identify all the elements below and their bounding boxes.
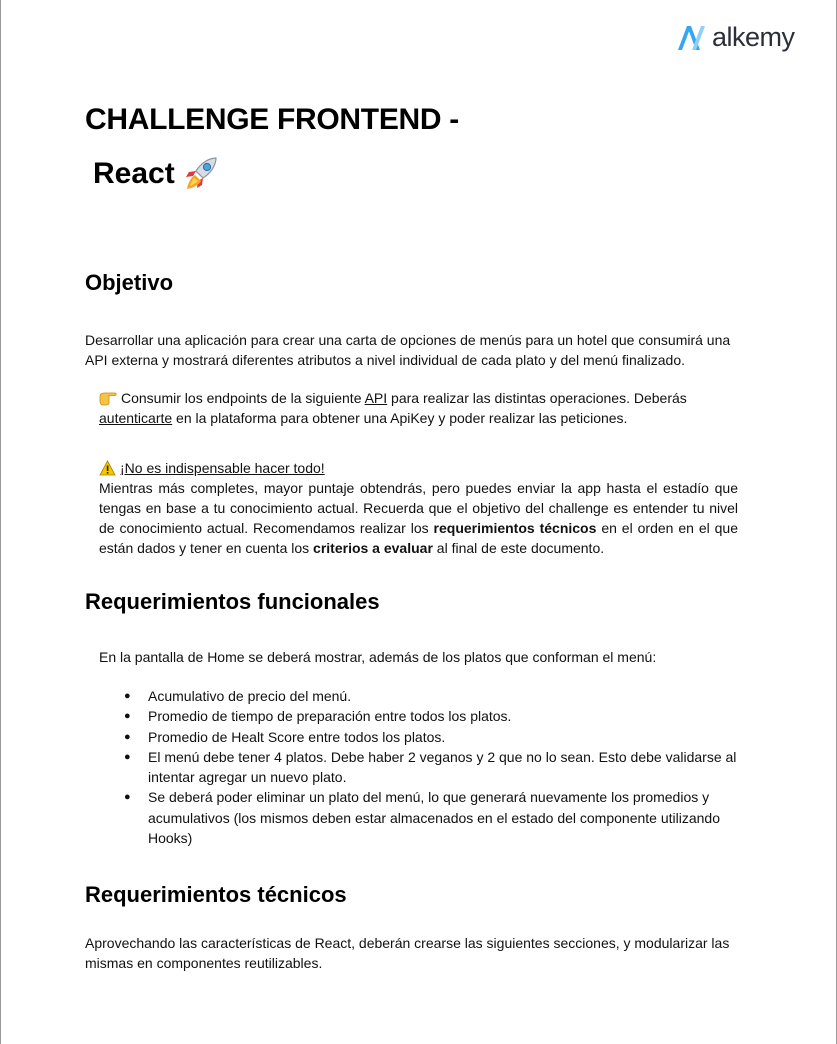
objective-paragraph: Desarrollar una aplicación para crear una carta de opciones de menús para un hotel que consumirá una API externa y mostrará diferentes atributos a nivel individual de cada plato y del menú finalizado. xyxy=(85,332,731,368)
list-item: ● El menú debe tener 4 platos. Debe haber 2 veganos y 2 que no lo sean. Esto debe validarse al intentar agregar un nuevo plato. xyxy=(124,747,744,788)
warning-bold-criterios: criterios a evaluar xyxy=(313,540,433,556)
alkemy-logo xyxy=(678,22,795,54)
warning-text-3: al final de este documento. xyxy=(432,540,605,556)
warning-bold-requerimientos: requerimientos técnicos xyxy=(433,520,597,536)
auth-link[interactable]: autenticarte xyxy=(99,410,173,426)
warning-text-2: en el orden en el que están dados y tener en cuenta los xyxy=(99,520,738,556)
technical-paragraph: Aprovechando las características de React, deberán crearse las siguientes secciones, y modularizar las mismas en componentes reutilizables. xyxy=(85,935,730,971)
heading-objetivo: Objetivo xyxy=(85,270,174,295)
alkemy-logo-mark-icon xyxy=(678,26,708,50)
warning-icon xyxy=(99,460,116,476)
pointing-hand-icon xyxy=(99,390,117,406)
api-note-text-2: para realizar las distintas operaciones. Deberás xyxy=(387,390,687,406)
page-title: CHALLENGE FRONTEND - xyxy=(85,103,459,136)
warning-title: ¡No es indispensable hacer todo! xyxy=(120,460,325,476)
list-item: ● Se deberá poder eliminar un plato del menú, lo que generará nuevamente los promedios y acumulativos (los mismos deben estar almacenados en el estado del componente utilizando Hooks) xyxy=(124,787,744,848)
list-item: ● Acumulativo de precio del menú. xyxy=(124,686,744,706)
page-border-left xyxy=(0,0,1,1044)
alkemy-logo-text: alkemy xyxy=(712,21,795,52)
home-intro: En la pantalla de Home se deberá mostrar, además de los platos que conforman el menú: xyxy=(99,649,657,665)
api-note-text-1: Consumir los endpoints de la siguiente xyxy=(121,390,365,406)
rocket-icon xyxy=(183,155,223,193)
warning-text-1: Mientras más completes, mayor puntaje obtendrás, pero puedes enviar la app hasta el estadío que tengas en base a tu conocimiento actual. Recuerda que el objetivo del challenge es entender tu nivel de conocimiento actual. Recomendamos realizar los xyxy=(99,480,738,536)
page-subtitle xyxy=(93,155,223,193)
list-item: ● Promedio de tiempo de preparación entre todos los platos. xyxy=(124,706,744,726)
warning-note xyxy=(99,458,738,558)
functional-requirements-list xyxy=(124,686,744,848)
list-item: ● Promedio de Healt Score entre todos los platos. xyxy=(124,727,744,747)
heading-requerimientos-funcionales: Requerimientos funcionales xyxy=(85,589,380,614)
api-note-text-3: en la plataforma para obtener una ApiKey y poder realizar las peticiones. xyxy=(172,410,628,426)
api-link[interactable]: API xyxy=(364,390,388,406)
heading-requerimientos-tecnicos: Requerimientos técnicos xyxy=(85,882,347,907)
api-note xyxy=(99,388,739,428)
subtitle-text: React xyxy=(93,157,175,190)
